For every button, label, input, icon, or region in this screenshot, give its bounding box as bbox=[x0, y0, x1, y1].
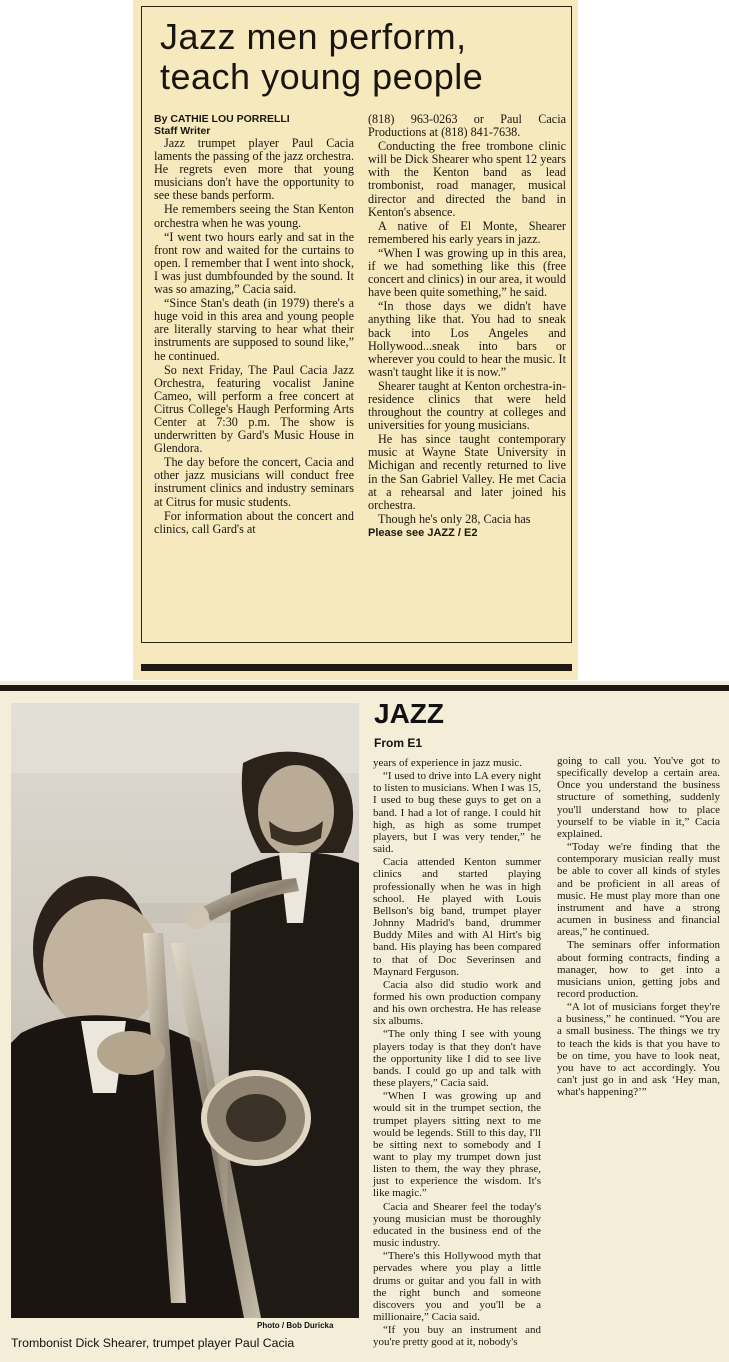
from-line: From E1 bbox=[374, 736, 423, 750]
jump-line: Please see JAZZ / E2 bbox=[368, 526, 478, 539]
paragraph: Jazz trumpet player Paul Cacia laments the passing of the jazz orchestra. He regrets even more that young musicians don't have the opportunity to see these bands perform. bbox=[154, 136, 355, 203]
photo-musicians bbox=[11, 703, 359, 1318]
photo-caption: Trombonist Dick Shearer, trumpet player Paul Cacia bbox=[11, 1336, 295, 1350]
page-rule bbox=[141, 664, 572, 671]
page-rule bbox=[0, 685, 729, 691]
paragraph: “In those days we didn't have anything like that. You had to sneak back into Los Angeles and Hollywood...sneak into bars or wherever you could to hear the music. It wasn't taught like it is now.” bbox=[368, 299, 566, 379]
paragraph: “A lot of musicians forget they're a business,” he continued. “You are a small business. The things we try to teach the kids is that you have to be on time, you have to look neat, you have to act accordingly. You can't just go in and ask ‘Hey man, what's happening?’” bbox=[557, 1001, 720, 1099]
article-column-1 bbox=[154, 113, 354, 537]
article-headline bbox=[160, 17, 560, 97]
headline-line-2: teach young people bbox=[160, 56, 484, 97]
article-frame bbox=[141, 6, 572, 643]
paragraph: “If you buy an instrument and you're pretty good at it, nobody's bbox=[373, 1324, 541, 1349]
paragraph: Though he's only 28, Cacia has bbox=[378, 511, 531, 526]
photo-credit: Photo / Bob Duricka bbox=[257, 1321, 334, 1330]
top-clipping bbox=[133, 0, 578, 680]
paragraph-continued: going to call you. You've got to specifically develop a certain area. Once you understand the business structure of something, suddenly you'll understand how to place yourself to be viable in it,” Cacia explained. bbox=[557, 755, 720, 840]
byline: By CATHIE LOU PORRELLI bbox=[154, 113, 290, 125]
paragraph: “Today we're finding that the contemporary musician really must be able to cover all kinds of styles and be proficient in all areas of music. He must play more than one instrument and have a strong acumen in business and financial areas,” he continued. bbox=[557, 841, 720, 939]
paragraph: Cacia and Shearer feel the today's young musician must be thoroughly educated in the business end of the music industry. bbox=[373, 1200, 541, 1250]
paragraph: Conducting the free trombone clinic will be Dick Shearer who spent 12 years with the Kenton band as lead trombonist, road manager, musical director and directed the band in Kenton's absence. bbox=[368, 139, 566, 219]
photo-illustration bbox=[11, 703, 359, 1318]
paragraph-continued: years of experience in jazz music. bbox=[373, 757, 523, 769]
paragraph: So next Friday, The Paul Cacia Jazz Orchestra, featuring vocalist Janine Cameo, will perform a free concert at Citrus College's Haugh Performing Arts Center at 7:30 p.m. The show is underwritten by Gard's Music House in Glendora. bbox=[154, 362, 354, 456]
paragraph: “There's this Hollywood myth that pervades where you play a little drums or guitar and you fall in with the right bunch and someone discovers you and you'll be a millionaire,” Cacia said. bbox=[373, 1250, 541, 1324]
article-column-3 bbox=[373, 757, 541, 1350]
paragraph: The day before the concert, Cacia and other jazz musicians will conduct free instrument clinics and industry seminars at Citrus for music students. bbox=[154, 455, 354, 509]
paragraph: For information about the concert and clinics, call Gard's at bbox=[154, 508, 354, 536]
paragraph: “Since Stan's death (in 1979) there's a huge void in this area and young people are literally starving to hear what their instruments are supposed to sound like,” he continued. bbox=[154, 296, 354, 363]
bottom-clipping bbox=[0, 681, 729, 1362]
paragraph: He has since taught contemporary music at Wayne State University in Michigan and recently returned to live in the San Gabriel Valley. He met Cacia at a rehearsal and later joined his orchestra. bbox=[368, 432, 566, 512]
paragraph: He remembers seeing the Stan Kenton orchestra when he was young. bbox=[154, 202, 354, 230]
paragraph: “When I was growing up in this area, if we had something like this (free concert and clinics) in our area, it would have been quite something,” he said. bbox=[368, 245, 566, 300]
paragraph: Shearer taught at Kenton orchestra-in-residence clinics that were held throughout the country at colleges and universities for young musicians. bbox=[368, 378, 566, 433]
paragraph: The seminars offer information about forming contracts, finding a manager, how to get into a musicians union, getting jobs and record production. bbox=[557, 939, 720, 1000]
article-column-4 bbox=[557, 755, 720, 1099]
headline-line-1: Jazz men perform, bbox=[160, 16, 467, 57]
paragraph: “I went two hours early and sat in the front row and waited for the curtains to open. I remember that I went into shock, I was just dumbfounded by the sound. It was so amazing,” Cacia said. bbox=[154, 229, 354, 297]
paragraph: “The only thing I see with young players today is that they don't have the opportunity like I did to see live bands. I could go up and talk with these players,” Cacia said. bbox=[373, 1028, 541, 1090]
paragraph: “When I was growing up and would sit in the trumpet section, the trumpet players sitting next to me would be legends. Still to this day, I'll be sitting next to somebody and I want to play my trumpet down just listen to them, the way they phrase, just to experience the wisdom. It's like magic.” bbox=[373, 1090, 541, 1200]
paragraph: Cacia also did studio work and formed his own production company and his own orchestra. He has release six albums. bbox=[373, 978, 541, 1028]
paragraph-continued: (818) 963-0263 or Paul Cacia Productions at (818) 841-7638. bbox=[368, 112, 566, 140]
jump-headline: JAZZ bbox=[374, 698, 444, 729]
paragraph: A native of El Monte, Shearer remembered his early years in jazz. bbox=[368, 218, 566, 246]
paragraph: Cacia attended Kenton summer clinics and started playing professionally when he was in high school. He played with Louis Bellson's big band, trumpet player Johnny Madrid's band, drummer Buddy Miles and with Al Hirt's big band. His playing has been compared to that of Doc Severinsen and Maynard Ferguson. bbox=[373, 856, 541, 978]
paragraph: “I used to drive into LA every night to listen to musicians. When I was 15, I used to bug these guys to get on a band. I had a lot of range. I could hit high, as high as some trumpet players, but I was very tender,” he said. bbox=[373, 770, 541, 856]
byline-role: Staff Writer bbox=[154, 125, 211, 137]
article-column-2 bbox=[368, 113, 566, 541]
